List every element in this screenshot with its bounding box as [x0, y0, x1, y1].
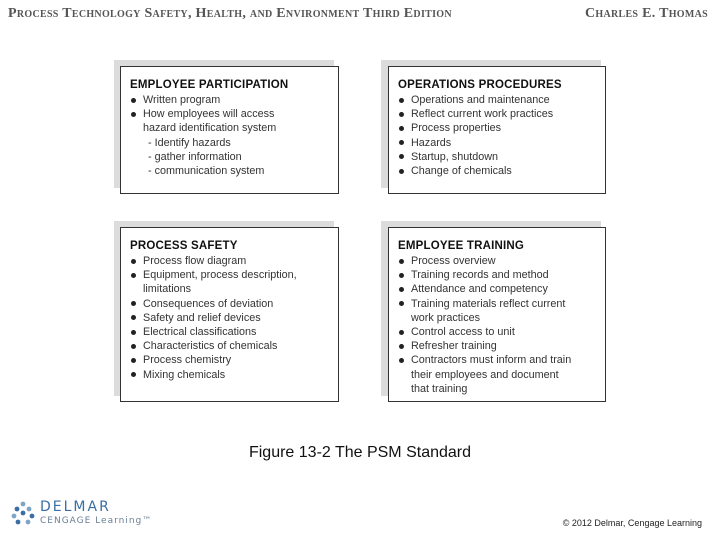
operations-procedures-list	[398, 93, 597, 178]
bullet-item: Training materials reflect current	[398, 297, 597, 311]
bullet-item: Operations and maintenance	[398, 93, 597, 107]
operations-procedures-box	[388, 66, 606, 194]
bullet-item: Process chemistry	[130, 353, 330, 367]
bullet-item: Refresher training	[398, 339, 597, 353]
copyright-notice: © 2012 Delmar, Cengage Learning	[562, 518, 702, 528]
bullet-item: Process flow diagram	[130, 254, 330, 268]
bullet-item: Hazards	[398, 136, 597, 150]
bullet-item: Electrical classifications	[130, 325, 330, 339]
bullet-item: Control access to unit	[398, 325, 597, 339]
bullet-item: Equipment, process description,	[130, 268, 330, 282]
process-safety-box	[120, 227, 339, 402]
bullet-item: Reflect current work practices	[398, 107, 597, 121]
sub-item: - gather information	[148, 150, 242, 163]
employee-training-title: EMPLOYEE TRAINING	[398, 240, 525, 252]
bullet-item: Safety and relief devices	[130, 311, 330, 325]
delmar-logo	[10, 498, 153, 530]
continuation-line: that training	[411, 382, 468, 395]
bullet-item: Startup, shutdown	[398, 150, 597, 164]
cengage-learning-label: CENGAGE Learning™	[40, 516, 153, 526]
bullet-item: How employees will access	[130, 107, 330, 121]
bullet-item: Training records and method	[398, 268, 597, 282]
bullet-item: Consequences of deviation	[130, 297, 330, 311]
bullet-item: Process overview	[398, 254, 597, 268]
continuation-line: work practices	[411, 311, 480, 324]
bullet-item: Written program	[130, 93, 330, 107]
sub-item: - communication system	[148, 165, 265, 178]
continuation-line: hazard identification system	[143, 122, 277, 135]
author-name: Charles E. Thomas	[584, 6, 708, 21]
bullet-item: Change of chemicals	[398, 164, 597, 178]
bullet-item: Attendance and competency	[398, 282, 597, 296]
book-title: Process Technology Safety, Health, and Environment Third Edition	[8, 6, 452, 21]
figure-caption: Figure 13-2 The PSM Standard	[248, 444, 472, 461]
process-safety-title: PROCESS SAFETY	[130, 240, 238, 252]
operations-procedures-title: OPERATIONS PROCEDURES	[398, 79, 562, 91]
bullet-item: Contractors must inform and train	[398, 353, 597, 367]
employee-training-box	[388, 227, 606, 402]
employee-participation-title: EMPLOYEE PARTICIPATION	[130, 79, 289, 91]
bullet-item: Mixing chemicals	[130, 368, 330, 382]
continuation-line: limitations	[143, 283, 192, 296]
process-safety-list	[130, 254, 330, 382]
continuation-line: their employees and document	[411, 368, 559, 381]
employee-participation-list	[130, 93, 330, 178]
delmar-brand: DELMAR	[40, 499, 111, 515]
bullet-item: Characteristics of chemicals	[130, 339, 330, 353]
delmar-logo-icon	[10, 500, 36, 526]
employee-participation-box	[120, 66, 339, 194]
sub-item: - Identify hazards	[148, 136, 231, 149]
employee-training-list	[398, 254, 597, 396]
bullet-item: Process properties	[398, 121, 597, 135]
